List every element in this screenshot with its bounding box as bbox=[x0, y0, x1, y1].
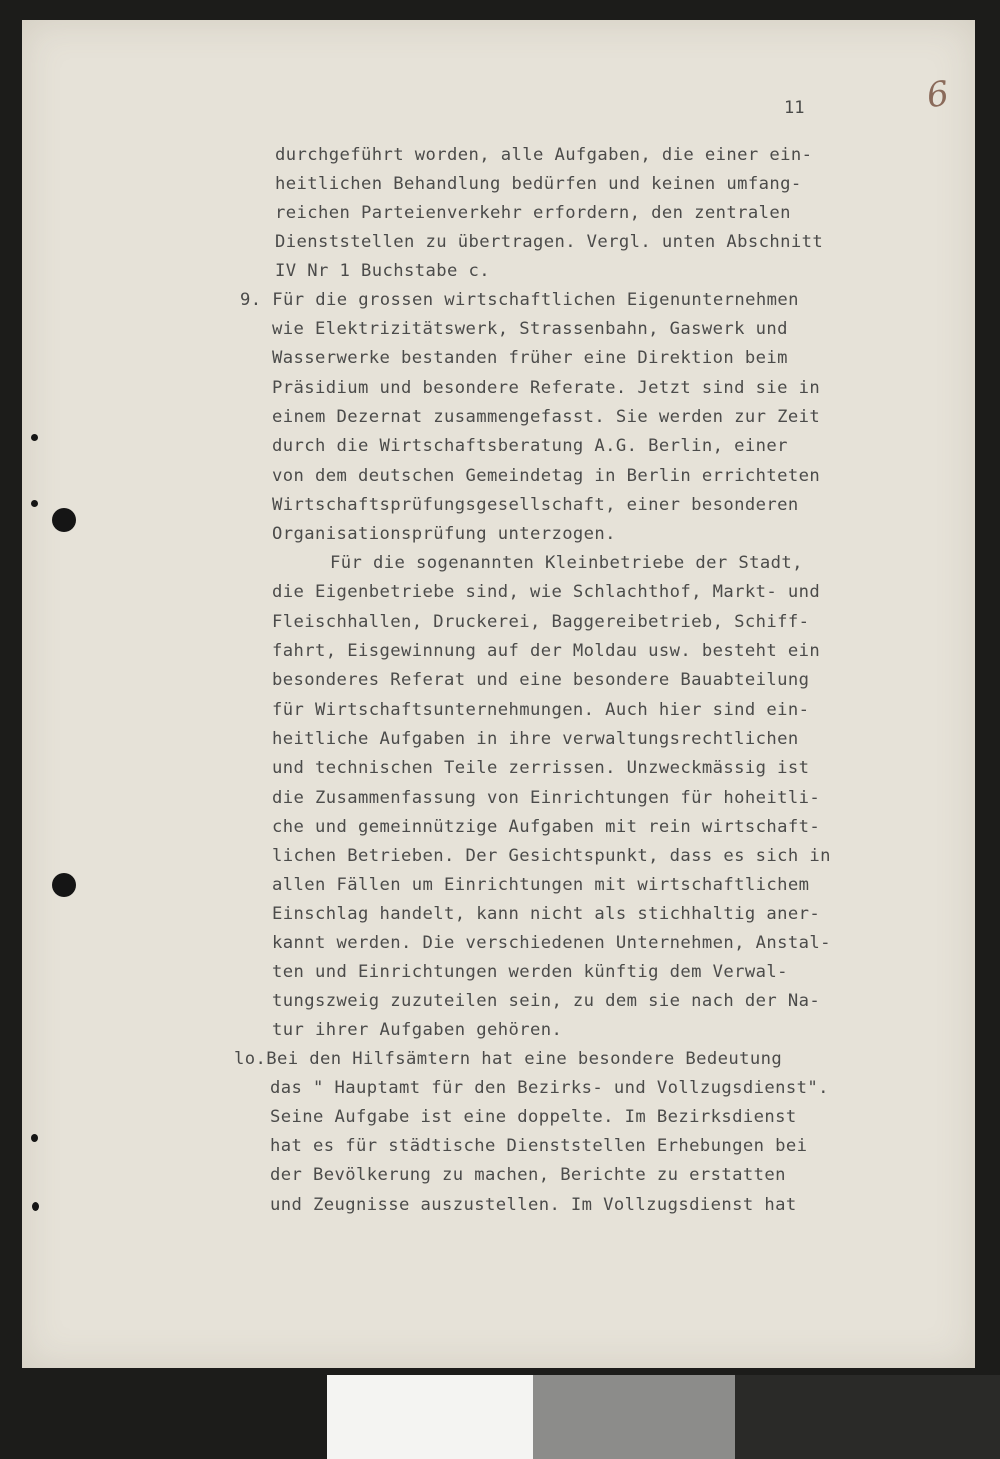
text-line: einem Dezernat zusammengefasst. Sie werden zur Zeit bbox=[272, 407, 821, 427]
text-line: tur ihrer Aufgaben gehören. bbox=[272, 1020, 563, 1040]
document-page bbox=[22, 20, 975, 1368]
text-line: der Bevölkerung zu machen, Berichte zu erstatten bbox=[270, 1165, 786, 1185]
text-line: für Wirtschaftsunternehmungen. Auch hier sind ein- bbox=[272, 700, 810, 720]
punch-hole bbox=[52, 508, 76, 532]
text-line: heitliche Aufgaben in ihre verwaltungsrechtlichen bbox=[272, 729, 799, 749]
punch-hole-mark bbox=[31, 500, 38, 507]
text-line: lichen Betrieben. Der Gesichtspunkt, dass es sich in bbox=[272, 846, 831, 866]
text-line: besonderes Referat und eine besondere Bauabteilung bbox=[272, 670, 810, 690]
text-line: IV Nr 1 Buchstabe c. bbox=[275, 261, 490, 281]
text-line: Wasserwerke bestanden früher eine Direktion beim bbox=[272, 348, 788, 368]
text-line: Organisationsprüfung unterzogen. bbox=[272, 524, 616, 544]
punch-hole-mark bbox=[32, 1202, 39, 1211]
text-line: von dem deutschen Gemeindetag in Berlin errichteten bbox=[272, 466, 821, 486]
calibration-strip-dark bbox=[735, 1375, 1000, 1459]
calibration-strip-gray bbox=[533, 1375, 735, 1459]
text-line: hat es für städtische Dienststellen Erhebungen bei bbox=[270, 1136, 808, 1156]
text-line: Seine Aufgabe ist eine doppelte. Im Bezirksdienst bbox=[270, 1107, 797, 1127]
text-line: heitlichen Behandlung bedürfen und keinen umfang- bbox=[275, 174, 802, 194]
page-number: 11 bbox=[784, 98, 805, 118]
text-line: und Zeugnisse auszustellen. Im Vollzugsdienst hat bbox=[270, 1195, 797, 1215]
text-line: die Eigenbetriebe sind, wie Schlachthof, Markt- und bbox=[272, 582, 821, 602]
punch-hole-mark bbox=[31, 434, 38, 441]
punch-hole bbox=[52, 873, 76, 897]
text-line: Präsidium und besondere Referate. Jetzt sind sie in bbox=[272, 378, 821, 398]
text-line: Wirtschaftsprüfungsgesellschaft, einer besonderen bbox=[272, 495, 799, 515]
text-line: Dienststellen zu übertragen. Vergl. unten Abschnitt bbox=[275, 232, 824, 252]
text-line: Einschlag handelt, kann nicht als stichhaltig aner- bbox=[272, 904, 821, 924]
text-line: Für die sogenannten Kleinbetriebe der Stadt, bbox=[330, 553, 803, 573]
text-line: durch die Wirtschaftsberatung A.G. Berlin, einer bbox=[272, 436, 788, 456]
text-line: 9. Für die grossen wirtschaftlichen Eigenunternehmen bbox=[240, 290, 799, 310]
text-line: das " Hauptamt für den Bezirks- und Vollzugsdienst". bbox=[270, 1078, 829, 1098]
text-line: und technischen Teile zerrissen. Unzweckmässig ist bbox=[272, 758, 810, 778]
text-line: durchgeführt worden, alle Aufgaben, die einer ein- bbox=[275, 145, 813, 165]
text-line: lo.Bei den Hilfsämtern hat eine besondere Bedeutung bbox=[234, 1049, 783, 1069]
text-line: kannt werden. Die verschiedenen Unternehmen, Anstal- bbox=[272, 933, 831, 953]
handwritten-page-mark: 6 bbox=[924, 73, 952, 117]
text-line: tungszweig zuzuteilen sein, zu dem sie nach der Na- bbox=[272, 991, 821, 1011]
text-line: die Zusammenfassung von Einrichtungen für hoheitli- bbox=[272, 788, 821, 808]
text-line: reichen Parteienverkehr erfordern, den zentralen bbox=[275, 203, 791, 223]
text-line: fahrt, Eisgewinnung auf der Moldau usw. besteht ein bbox=[272, 641, 821, 661]
text-line: Fleischhallen, Druckerei, Baggereibetrieb, Schiff- bbox=[272, 612, 810, 632]
text-line: wie Elektrizitätswerk, Strassenbahn, Gaswerk und bbox=[272, 319, 788, 339]
punch-hole-mark bbox=[31, 1134, 38, 1142]
text-line: ten und Einrichtungen werden künftig dem Verwal- bbox=[272, 962, 788, 982]
text-line: che und gemeinnützige Aufgaben mit rein wirtschaft- bbox=[272, 817, 821, 837]
text-line: allen Fällen um Einrichtungen mit wirtschaftlichem bbox=[272, 875, 810, 895]
calibration-strip-white bbox=[327, 1375, 533, 1459]
